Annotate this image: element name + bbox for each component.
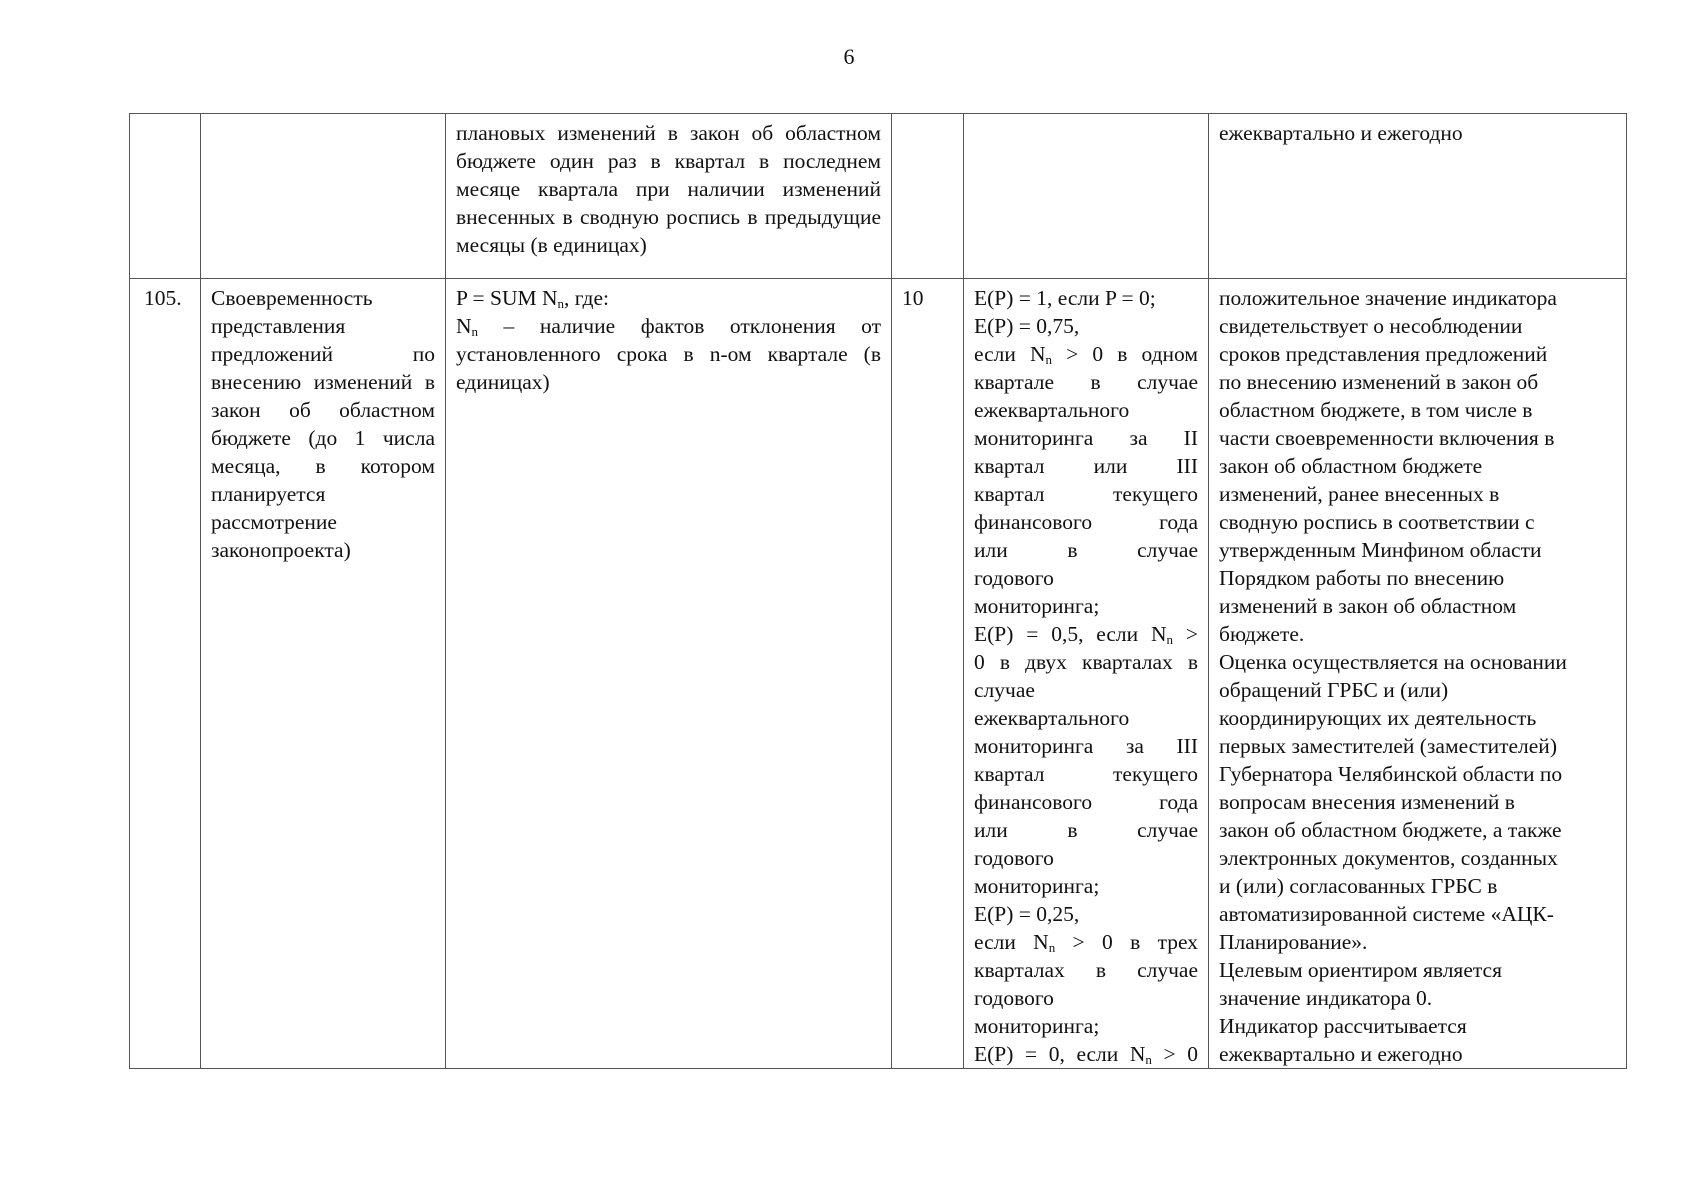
cell-indicator-name [201, 114, 446, 279]
comment-line: первых заместителей (заместителей) [1219, 734, 1557, 758]
estimate-line: квартале в случае [974, 370, 1198, 394]
comment-line: закон об областном бюджете [1219, 454, 1483, 478]
estimate-line: E(P) = 0, если $N_n > 0$ [974, 1042, 1198, 1067]
estimate-line: если $N_n > 0$ в трех [974, 930, 1198, 955]
comment-line: Планирование». [1219, 930, 1368, 954]
estimate-line: квартал текущего [974, 762, 1198, 786]
formula-description: $N_n$ – наличие фактов отклонения от установленного срока в n-ом квартале (в единицах) [456, 314, 881, 394]
comment-line: изменений, ранее внесенных в [1219, 482, 1500, 506]
cell-formula [446, 279, 892, 1069]
estimate-line: E(P) = 1, если P = 0; [974, 286, 1156, 310]
comment-line: автоматизированной системе «АЦК- [1219, 902, 1554, 926]
cell-indicator-name: Своевременность представления предложений по внесению изменений в закон об областном бюджете (до 1 числа месяца, в котором планируется рассмотрение законопроекта) [201, 279, 446, 1069]
estimate-line: финансового года [974, 790, 1198, 814]
comment-line: электронных документов, созданных [1219, 846, 1558, 870]
comment-line: вопросам внесения изменений в [1219, 790, 1515, 814]
estimate-line: ежеквартального [974, 706, 1130, 730]
cell-number: 105. [130, 279, 201, 1069]
cell-estimate [964, 114, 1209, 279]
estimate-line: мониторинга; [974, 594, 1100, 618]
comment-line: бюджете. [1219, 622, 1305, 646]
estimate-line: годового [974, 986, 1054, 1010]
comment-line: по внесению изменений в закон об [1219, 370, 1539, 394]
comment-line: ежеквартально и ежегодно [1219, 1042, 1463, 1066]
comment-line: Порядком работы по внесению [1219, 566, 1505, 590]
estimate-line: квартал текущего [974, 482, 1198, 506]
cell-estimate [964, 279, 1209, 1069]
comment-line: изменений в закон об областном [1219, 594, 1517, 618]
table-row-continuation [130, 114, 1627, 279]
estimate-line: годового [974, 566, 1054, 590]
comment-line: Индикатор рассчитывается [1219, 1014, 1467, 1038]
estimate-line: если $N_n > 0$ в одном [974, 342, 1198, 367]
estimate-line: ежеквартального [974, 398, 1130, 422]
comment-line: положительное значение индикатора [1219, 286, 1557, 310]
estimate-line: или в случае [974, 818, 1198, 842]
estimate-line: годового [974, 846, 1054, 870]
comment-line: свидетельствует о несоблюдении [1219, 314, 1523, 338]
page-number: 6 [843, 44, 855, 69]
indicator-table [129, 113, 1627, 1069]
comment-line: областном бюджете, в том числе в [1219, 398, 1533, 422]
estimate-line: 0 в двух кварталах в [974, 650, 1198, 674]
estimate-line: финансового года [974, 510, 1198, 534]
comment-line: Целевым ориентиром является [1219, 958, 1502, 982]
estimate-line: кварталах в случае [974, 958, 1198, 982]
estimate-line: E(P) = 0,5, если $N_n$ > [974, 622, 1198, 647]
estimate-line: мониторинга; [974, 1014, 1100, 1038]
comment-line: утвержденным Минфином области [1219, 538, 1542, 562]
comment-line: координирующих их деятельность [1219, 706, 1537, 730]
estimate-line: мониторинга за III [974, 734, 1198, 758]
comment-line: сводную роспись в соответствии с [1219, 510, 1535, 534]
estimate-line: мониторинга; [974, 874, 1100, 898]
cell-weight: 10 [892, 279, 964, 1069]
comment-line: закон об областном бюджете, а также [1219, 818, 1562, 842]
cell-comment [1209, 114, 1627, 279]
comment-line: части своевременности включения в [1219, 426, 1555, 450]
comment-line: Губернатора Челябинской области по [1219, 762, 1563, 786]
table-row-105 [130, 279, 1627, 1069]
comment-line: ежеквартально и ежегодно [1219, 121, 1463, 145]
estimate-line: квартал или III [974, 454, 1198, 478]
estimate-line: E(P) = 0,75, [974, 314, 1080, 338]
formula-line: P = SUM $N_n$, где: [456, 286, 609, 311]
comment-line: и (или) согласованных ГРБС в [1219, 874, 1498, 898]
estimate-line: мониторинга за II [974, 426, 1198, 450]
comment-line: Оценка осуществляется на основании [1219, 650, 1567, 674]
cell-formula: плановых изменений в закон об областном бюджете один раз в квартал в последнем месяце квартала при наличии изменений внесенных в сводную роспись в предыдущие месяцы (в единицах) [446, 114, 892, 279]
comment-line: сроков представления предложений [1219, 342, 1548, 366]
cell-comment [1209, 279, 1627, 1069]
estimate-line: или в случае [974, 538, 1198, 562]
estimate-line: E(P) = 0,25, [974, 902, 1080, 926]
estimate-line: случае [974, 678, 1035, 702]
cell-number [130, 114, 201, 279]
comment-line: обращений ГРБС и (или) [1219, 678, 1449, 702]
comment-line: значение индикатора 0. [1219, 986, 1433, 1010]
cell-weight [892, 114, 964, 279]
